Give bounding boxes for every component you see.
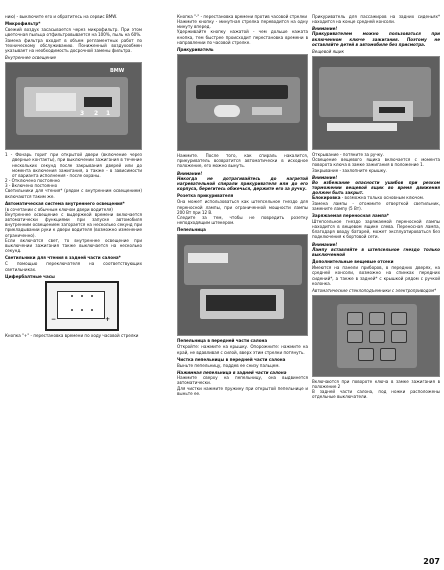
lamp-switch: [84, 97, 112, 107]
heading-microfilter: Микрофильтр*: [5, 21, 41, 27]
power-windows-text: Включаются при повороте ключа в замке зажигания в положение 2: [312, 379, 440, 390]
clock-caption: Кнопка "+" - перестановка времени по ходу часовой стрелки: [5, 332, 139, 338]
legend-item-3: 3 - Включено постоянно: [5, 183, 58, 189]
window-switch-icon: [347, 312, 363, 325]
ashtray-slot: [206, 295, 276, 311]
fig-label: BMW: [110, 68, 125, 75]
rear-lighter-text: Прикуриватель для пассажиров на задних сиденьях* находится на конце средней консоли.: [312, 14, 440, 25]
socket-text-2: Следите за тем, чтобы не повредить розетку неподходящим штекером.: [177, 214, 308, 225]
clock-text-2: Нажмите кнопку - минутная стрелка переводится на одну минуту вперед.: [177, 19, 308, 30]
legend-item-1: 1 - Фонарь горит при открытой двери (включение через дверные контакты), при выключении зажигания в течение нескольких секунд после закрывания дверей или до момента включения зажигания, а также - в зависимости от варианта исполнения - после охраны.: [5, 152, 142, 178]
window-switch-icon: [358, 348, 374, 361]
lighter-text: Нажмите. После того, как спираль накалится, прикуриватель возвратится автоматически в исходное положение, его можно вынуть.: [177, 153, 308, 169]
warning-title-1: Внимание!: [312, 26, 338, 32]
window-switch-icon: [380, 348, 396, 361]
lamp-replace-text: Замена лампы - отожмите отверткой светильник, замените лампу (5 Вт).: [312, 200, 440, 211]
clean-ashtray-text: Выньте пепельницу, поддев ее снизу пальцем.: [177, 362, 280, 368]
window-switch-icon: [391, 312, 407, 325]
heading-clean-ashtray: Чистка пепельницы в передней части салона: [177, 356, 286, 362]
heading-lock: Блокировка: [312, 195, 341, 201]
portable-lamp-text: Штепсельное гнездо заряжаемой переносной лампы находится в вещевом ящике слева. Переносная лампа, благодаря вводу батарей, может эксплуатироваться без подключения к бортовой сети.: [312, 218, 440, 240]
column-right: [312, 14, 440, 400]
socket-text: Она может использоваться как штепсельное гнездо для переносной лампы, при ограниченной мощности лампы 200 Вт при 12 В.: [177, 199, 308, 215]
power-windows-text-2: В задней части салона, под ножки расположены отдельные выключатели.: [312, 389, 440, 400]
window-switch-icon: [369, 330, 385, 343]
window-switches-photo: [312, 295, 440, 377]
glovebox-photo: [312, 56, 440, 150]
lighter-knob: [214, 105, 240, 117]
clock-minus-button[interactable]: −: [51, 315, 57, 323]
warning-text-lighter: Никогда не дотрагивайтесь до нагретой нагревательной спирали прикуривателя или до его корпуса, берегитесь обжечься, держите его за ручку.: [177, 175, 308, 192]
analog-clock-illustration: [45, 281, 119, 331]
warning-text-2: Во избежание опасности ушибов при резком торможении вещевой ящик во время движения должен быть закрыт.: [312, 179, 440, 196]
rear-ashtray-text-2: Для чистки нажмите пружину при открытой пепельнице и выньте ее.: [177, 385, 308, 396]
heading-extra-storage: Дополнительные вещевые отсеки: [312, 259, 394, 265]
glovebox-close-text: Закрывание - захлопните крышку.: [312, 167, 387, 173]
page-number: 207: [423, 557, 440, 566]
glovebox-light-text: Освещение вещевого ящика включается с момента поворота ключа в замке зажигания в положение 1.: [312, 157, 440, 168]
microfilter-text-2: Замена фильтра входит в объем регламентных работ по техническому обслуживанию. Пониженный воздухообмен указывает на необходимость досрочной замены фильтра.: [5, 37, 142, 53]
window-switch-icon: [347, 330, 363, 343]
ashtray-photo: [177, 234, 308, 336]
clock-minus-text: Кнопка "-" - перестановка времени против часовой стрелки: [177, 14, 308, 19]
microfilter-text: Свежий воздух засасывается через микрофильтр. При этом цветочная пыльца отфильтровывается на 100%, пыль на 60%.: [5, 27, 142, 38]
heading-auto-lighting: Автоматическая система внутреннего освещения*: [5, 200, 125, 206]
front-ashtray-text: Откройте: нажмите на крышку. Опорожните: нажмите на край, не вдавливая с силой, вверх этим стрелки потянуть.: [177, 344, 308, 355]
clock-text-3: Удерживайте кнопку нажатой - чем дольше нажата кнопка, тем быстрее происходит перестановка времени в направлении по часовой стрелке.: [177, 29, 308, 45]
warning-title-3: Внимание!: [312, 241, 338, 247]
heading-portable-lamp: Заряжаемая переносная лампа*: [312, 212, 389, 218]
legend-item-2: 2 - Отключено постоянно: [5, 178, 60, 184]
glovebox-open-text: Открывание - потяните за ручку.: [312, 152, 384, 158]
intro-text: нию) - выключите его и обратитесь на сервис BMW.: [5, 14, 118, 19]
auto-lighting-text-2: Внутреннее освещение с выдержкой времени включается автоматически функциями при запуске автомобиля внутренним освещением загорается на несколько секунд при прикладывании руки к двери водителя (возможно изменение ограниченно).: [5, 211, 142, 238]
heading-ashtray: Пепельница: [177, 227, 206, 233]
extra-storage-text: Имеются на панели приборов, в передних дверях, на средней консоли, возможно на спинках передних сидений*, а также в задней* с крышкой рядом с ручкой колонка.: [312, 265, 440, 286]
heading-socket: Розетка прикуривателя: [177, 193, 234, 199]
interior-light-photo: 3 2 1 BMW: [5, 62, 142, 150]
auto-lighting-text: (в сочетании с обычным ключом двери водителя): [5, 206, 113, 212]
heading-lighter: Прикуриватель: [177, 46, 214, 52]
heading-front-ashtray: Пепельница в передней части салона: [177, 338, 268, 344]
column-middle: [177, 14, 308, 396]
heading-rear-ashtray: Нажимная пепельница в задней части салона: [177, 370, 287, 376]
lock-text: Блокировка - возможна только основным ключом.: [312, 195, 425, 201]
auto-lighting-text-3: Если включатся свет, то внутреннее освещение при выключении зажигания также выключается на несколько секунд.: [5, 237, 142, 254]
reading-lights-note: Светильники для чтения* (рядом с внутренним освещением) включаются таким же.: [5, 188, 142, 199]
heading-clock: Цифербалтные часы: [5, 273, 55, 279]
rear-reading-text: С помощью переключателя на соответствующих светильниках.: [5, 261, 142, 272]
window-switch-icon: [369, 312, 385, 325]
column-left: [5, 14, 142, 338]
warning-text-1: Прикуривателем можно пользоваться при включенном ключе зажигания. Поэтому не оставляйте детей в автомобиле без присмотра.: [312, 31, 440, 47]
heading-glovebox: Вещевой ящик: [312, 48, 345, 54]
window-switch-icon: [391, 330, 407, 343]
heading-interior-light: Внутреннее освещение: [5, 55, 57, 61]
lamp-lens: [36, 93, 76, 111]
glovebox-handle: [379, 107, 405, 113]
clock-plus-button[interactable]: +: [105, 315, 111, 323]
rear-ashtray-text: Нажмите сверху на пепельницу, она выдвинется автоматически.: [177, 375, 308, 386]
warning-title-lighter: Внимание!: [177, 170, 203, 176]
heading-power-windows: Автоматические стеклоподъемники с электроприводом*: [312, 287, 437, 293]
warning-text-3: Лампу вставляйте в штепсельное гнездо только выключенной: [312, 246, 440, 257]
heading-rear-reading: Светильники для чтения в задней части салона*: [5, 255, 121, 261]
lighter-photo: [177, 54, 308, 151]
warning-title-2: Внимание!: [312, 174, 338, 180]
